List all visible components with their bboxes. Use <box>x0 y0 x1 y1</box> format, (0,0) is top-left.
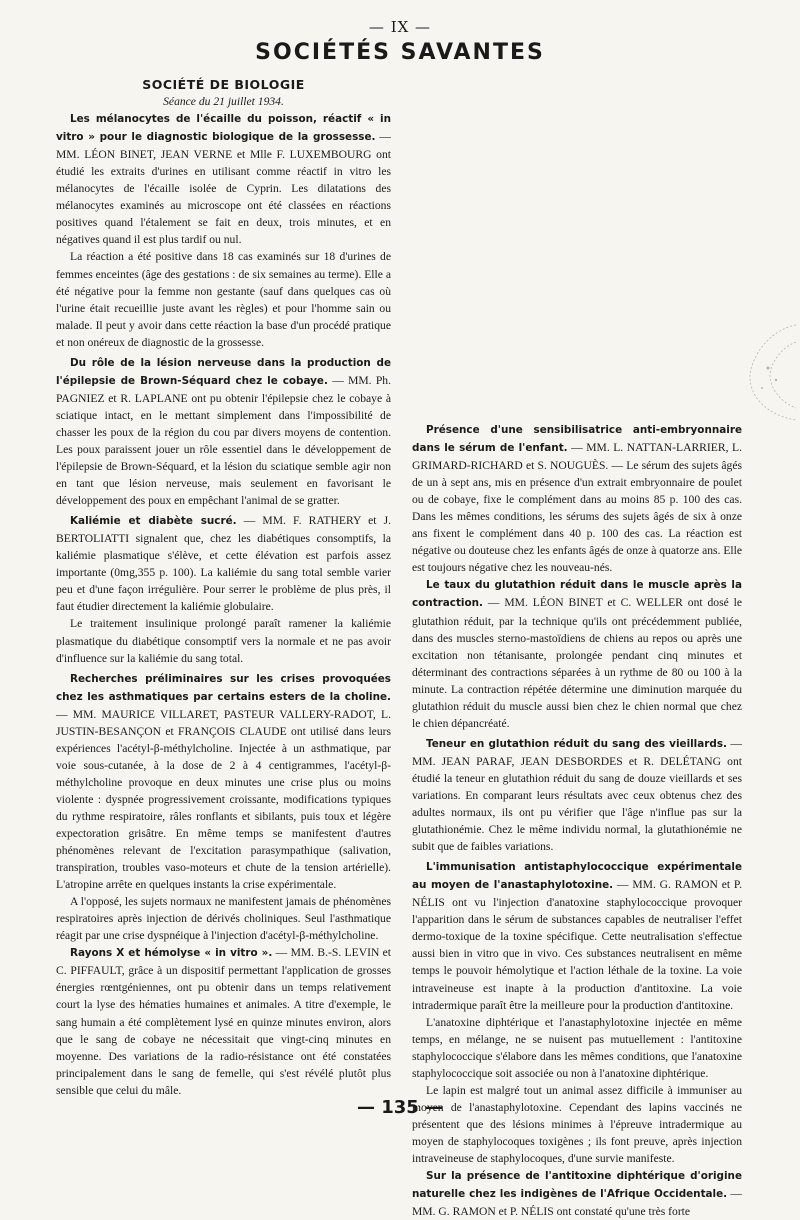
article-title: Rayons X et hémolyse « in vitro ». <box>70 947 273 960</box>
page-roman-numeral: — IX — <box>368 18 432 36</box>
article-title: Le taux du glutathion réduit dans le muscle après la contraction. <box>412 579 742 610</box>
article-asthmatiques: Recherches préliminaires sur les crises provoquées chez les asthmatiques par certains esters de la choline. — MM. MAURICE VILLARET, PASTEUR VALLERY-RADOT, L. JUSTIN-BESANÇON et FRANÇOIS CLAUDE ont utilisé dans leurs expériences l'acétyl-β-méthylcholine. Injectée à un asthmatique, par voie sous-cutanée, à la dose de 2 à 4 centigrammes, l'acétyl-β-méthylcholine provoque en deux minutes une crise plus ou moins violente : dyspnée progressivement croissante, modifications typiques du rythme respiratoire, râles ronflants et sibilants, puis toux et légère expectoration grisâtre. En même temps se manifestent d'autres phénomènes relevant de l'excitation parasympathique (salivation, transpiration, troubles vaso-moteurs et chute de la tension artérielle). L'atropine arrête en quelques instants la crise expérimentale. <box>56 672 391 892</box>
article-epilepsie: Du rôle de la lésion nerveuse dans la production de l'épilepsie de Brown-Séquard chez le cobaye. — MM. Ph. PAGNIEZ et R. LAPLANE ont pu obtenir l'épilepsie chez le cobaye à sciatique intact, en le mettant simplement dans l'impossibilité de chasser les poux de la région du cou par divers moyens de contention. Les poux paraissent jouer un rôle essentiel dans le développement de l'épilepsie de Brown-Séquard, et la lésion du sciatique semble agir non en tant que lésion nerveuse, mais seulement en favorisant le développement des poux en empêchant l'animal de se gratter. <box>56 356 391 508</box>
paragraph: L'anatoxine diphtérique et l'anastaphylotoxine injectée en même temps, en mélange, ne se nuisent pas mutuellement : l'antitoxine staphylococcique s'élabore dans les mêmes conditions, que l'anatoxine staphylococcique soit associée ou non à l'anatoxine diphtérique. <box>412 1015 742 1080</box>
article-title: Kaliémie et diabète sucré. <box>70 515 237 528</box>
article-rayons-x: Rayons X et hémolyse « in vitro ». — MM. B.-S. LEVIN et C. PIFFAULT, grâce à un dispositif permettant l'application de grosses énergies rœntgéniennes, ont pu obtenir dans un temps relativement court la lyse des hématies humaines et animales. A titre d'exemple, le sang humain a été complètement lysé en quinze minutes environ, alors que le sang de cobaye ne nécessitait que vingt-cinq minutes en moyenne. Des variations de la radio-résistance ont été constatées principalement dans le sang de femelle, qui s'est révélé plutôt plus sensible que celui du mâle. <box>56 946 392 1097</box>
paragraph: La réaction a été positive dans 18 cas examinés sur 18 d'urines de femmes enceintes (âge des gestations : de six semaines au terme). Elle a été négative pour la femme non gestante (sauf dans quelques cas où l'urine était recueillie juste avant les règles) et pour l'homme sain ou malade. Il peut y avoir dans cette réaction la base d'un procédé pratique et non onéreux de diagnostic de la grossesse. <box>56 250 391 349</box>
article-title: Recherches préliminaires sur les crises provoquées chez les asthmatiques par certains esters de la choline. <box>56 672 391 703</box>
article-title: Sur la présence de l'antitoxine diphtérique d'origine naturelle chez les indigènes de l'Afrique Occidentale. <box>412 1170 742 1201</box>
article-glutathion-vieillards: Teneur en glutathion réduit du sang des vieillards. — MM. JEAN PARAF, JEAN DESBORDES et R. DELÉTANG ont étudié la teneur en glutathion réduit du sang de douze vieillards et ses variations. En comparant leurs résultats avec ceux obtenus chez des adultes normaux, ils ont pu vérifier que l'âge n'influe pas sur la glutathionémie. Chez le même individu normal, la glutathionémie ne subit que de faibles variations. <box>412 736 743 854</box>
section-title: SOCIÉTÉS SAVANTES <box>255 40 545 65</box>
paragraph: A l'opposé, les sujets normaux ne manifestent jamais de phénomènes respiratoires après injection de dérivés choliniques. Seul l'asthmatique réagit par une crise dyspnéique à l'injection d'acétyl-β-méthylcholine. <box>56 895 391 943</box>
right-column <box>412 76 742 1220</box>
article-anastaphylotoxine: L'immunisation antistaphylococcique expérimentale au moyen de l'anastaphylotoxine. — MM. G. RAMON et P. NÉLIS ont vu l'injection d'anatoxine staphylococcique provoquer l'apparition dans le sérum de substances capables de neutraliser l'effet dermo-toxique de la toxine spécifique. Cette neutralisation s'effectue aussi bien in vitro que in vivo. Ces substances neutralisent en même temps le pouvoir hémolytique et l'action léthale de la toxine. La voie intraveineuse est inapte à la production d'antitoxine. La voie intradermique paraît être la meilleure pour la production d'antitoxine. <box>412 861 742 1012</box>
session-date: Séance du 21 juillet 1934. <box>163 95 284 109</box>
society-name: SOCIÉTÉ DE BIOLOGIE <box>142 77 305 92</box>
library-stamp <box>740 320 798 425</box>
paragraph: Le traitement insulinique prolongé paraît ramener la kaliémie plasmatique du diabétique consomptif vers la normale et ne pas avoir d'influence sur la kaliémie du sang total. <box>56 617 391 665</box>
article-title: Les mélanocytes de l'écaille du poisson, réactif « in vitro » pour le diagnostic biologique de la grossesse. <box>56 113 391 144</box>
article-title: Teneur en glutathion réduit du sang des vieillards. <box>426 737 727 750</box>
article-sensibilisatrice: Présence d'une sensibilisatrice anti-embryonnaire dans le sérum de l'enfant. — MM. L. NATTAN-LARRIER, L. GRIMARD-RICHARD et S. NOUGUÈS. — Le sérum des sujets âgés de un à sept ans, mis en présence d'un extrait embryonnaire de poulet ou de cobaye, fixe le complément dans au moins 85 p. 100 des cas. Dans les mêmes conditions, les sérums des sujets âgés de six à onze ans fixent le complément dans 40 p. 100 des cas. La réaction est négative ou douteuse chez les enfants âgés de onze à quatorze ans. Elle est toujours négative chez les nouveau-nés. <box>412 424 742 575</box>
article-glutathion-muscle: Le taux du glutathion réduit dans le muscle après la contraction. — MM. LÉON BINET et C. WELLER ont dosé le glutathion réduit, par la technique qu'ils ont précédemment publiée, dans des muscles sterno-mastoïdiens de chiens au repos ou après une excitation non tétanisante, prolongée pendant cinq minutes et déterminant des contractions séparées à un rythme de 80 ou 100 à la minute. La contraction répétée détermine une diminution marquée du glutathion réduit du muscle aussi bien chez le chien normal que chez le chien dépancréaté. <box>412 579 742 730</box>
article-melanocytes: Les mélanocytes de l'écaille du poisson, réactif « in vitro » pour le diagnostic biologique de la grossesse. — MM. LÉON BINET, JEAN VERNE et Mlle F. LUXEMBOURG ont étudié les extraits d'urines en utilisant comme réactif in vitro les mélanocytes de l'écaille isolée de Cyprin. Les dilatations des mélanocytes examinés au microscope ont été classées en réactions positives quand l'étalement se fait en deux, trois minutes, et en négatives quand il est plus tardif ou nul. <box>56 113 391 247</box>
page-number: — 135 — <box>356 1097 444 1118</box>
left-column <box>56 76 391 1099</box>
article-kaliemie: Kaliémie et diabète sucré. — MM. F. RATHERY et J. BERTOLIATTI signalent que, chez les diabétiques consomptifs, la kaliémie plasmatique s'élève, et cette élévation est parfois assez importante (0mg,355 p. 100). La kaliémie du sang total semble varier peu et d'une façon irrégulière. Pour serrer le problème de plus près, il faut étudier directement la kaliémie globulaire. <box>56 514 391 614</box>
paragraph: Le lapin est malgré tout un animal assez difficile à immuniser au moyen de l'anastaphylotoxine. Cependant des lapins vaccinés ne présentent que des lésions minimes à l'épreuve intradermique au moyen de staphylocoques toxigènes ; ils font preuve, après injection intraveineuse de staphylocoques, d'une survie manifeste. <box>412 1083 742 1165</box>
article-antitoxine-diphterique: Sur la présence de l'antitoxine diphtérique d'origine naturelle chez les indigènes de l'Afrique Occidentale. — MM. G. RAMON et P. NÉLIS ont constaté qu'une très forte <box>412 1170 742 1219</box>
article-title: L'immunisation antistaphylococcique expérimentale au moyen de l'anastaphylotoxine. <box>412 861 742 892</box>
article-title: Du rôle de la lésion nerveuse dans la production de l'épilepsie de Brown-Séquard chez le cobaye. <box>56 356 391 387</box>
article-title: Présence d'une sensibilisatrice anti-embryonnaire dans le sérum de l'enfant. <box>412 424 742 455</box>
